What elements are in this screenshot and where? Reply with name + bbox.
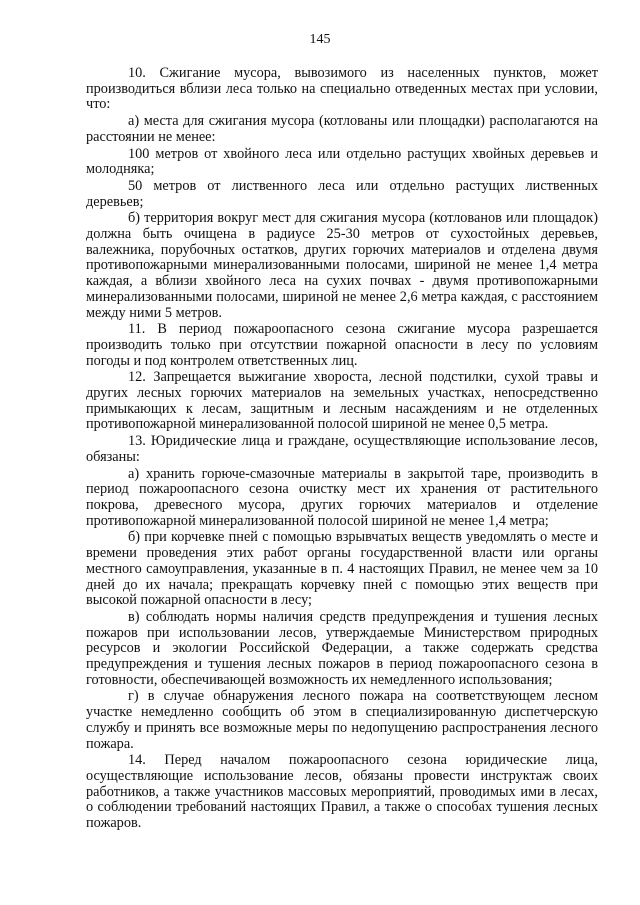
paragraph-13v: в) соблюдать нормы наличия средств предупреждения и тушения лесных пожаров при использовании лесов, утверждаемые Министерством природных ресурсов и экологии Российской Федерации, а также содержать средства предупреждения и тушения лесных пожаров в период пожароопасного сезона в готовности, обеспечивающей возможность их немедленного использования; (86, 608, 598, 688)
paragraph-10: 10. Сжигание мусора, вывозимого из населенных пунктов, может производиться вблизи леса только на специально отведенных местах при условии, что: (86, 65, 598, 113)
paragraph-13g: г) в случае обнаружения лесного пожара на соответствующем лесном участке немедленно сообщить об этом в специализированную диспетчерскую службу и принять все возможные меры по недопущению распространения лесного пожара. (86, 688, 598, 752)
paragraph-13b: б) при корчевке пней с помощью взрывчатых веществ уведомлять о месте и времени проведения этих работ органы государственной власти или органы местного самоуправления, указанные в п. 4 настоящих Правил, не менее чем за 10 дней до их начала; прекращать корчевку пней с помощью этих веществ при высокой пожарной опасности в лесу; (86, 529, 598, 609)
paragraph-12: 12. Запрещается выжигание хвороста, лесной подстилки, сухой травы и других лесных горючих материалов на земельных участках, непосредственно примыкающих к лесам, защитным и лесным насаждениям и не отделенных противопожарной минерализованной полосой шириной не менее 0,5 метра. (86, 369, 598, 433)
paragraph-10a: а) места для сжигания мусора (котлованы или площадки) располагаются на расстоянии не менее: (86, 113, 598, 145)
paragraph-10a-distance-2: 50 метров от лиственного леса или отдельно растущих лиственных деревьев; (86, 177, 598, 210)
paragraph-11: 11. В период пожароопасного сезона сжигание мусора разрешается производить только при отсутствии пожарной опасности в лесу по условиям погоды и под контролем ответственных лиц. (86, 321, 598, 369)
paragraph-10a-distance-1: 100 метров от хвойного леса или отдельно растущих хвойных деревьев и молодняка; (86, 145, 598, 178)
paragraph-13: 13. Юридические лица и граждане, осуществляющие использование лесов, обязаны: (86, 433, 598, 465)
paragraph-14: 14. Перед началом пожароопасного сезона юридические лица, осуществляющие использование лесов, обязаны провести инструктаж своих работников, а также участников массовых мероприятий, проводимых ими в лесах, о соблюдении требований настоящих Правил, а также о способах тушения лесных пожаров. (86, 752, 598, 832)
document-body (86, 66, 598, 832)
paragraph-13a: а) хранить горюче-смазочные материалы в закрытой таре, производить в период пожароопасного сезона очистку мест их хранения от растительного покрова, древесного мусора, других горючих материалов и отделение противопожарной минерализованной полосой шириной не менее 1,4 метра; (86, 465, 598, 529)
paragraph-10b: б) территория вокруг мест для сжигания мусора (котлованов или площадок) должна быть очищена в радиусе 25-30 метров от сухостойных деревьев, валежника, порубочных остатков, других горючих материалов и отделена двумя противопожарными минерализованными полосами, шириной не менее 1,4 метра каждая, а вблизи хвойного леса на сухих почвах - двумя противопожарными минерализованными полосами, шириной не менее 2,6 метра каждая, с расстоянием между ними 5 метров. (86, 210, 598, 321)
page-number: 145 (309, 32, 331, 47)
